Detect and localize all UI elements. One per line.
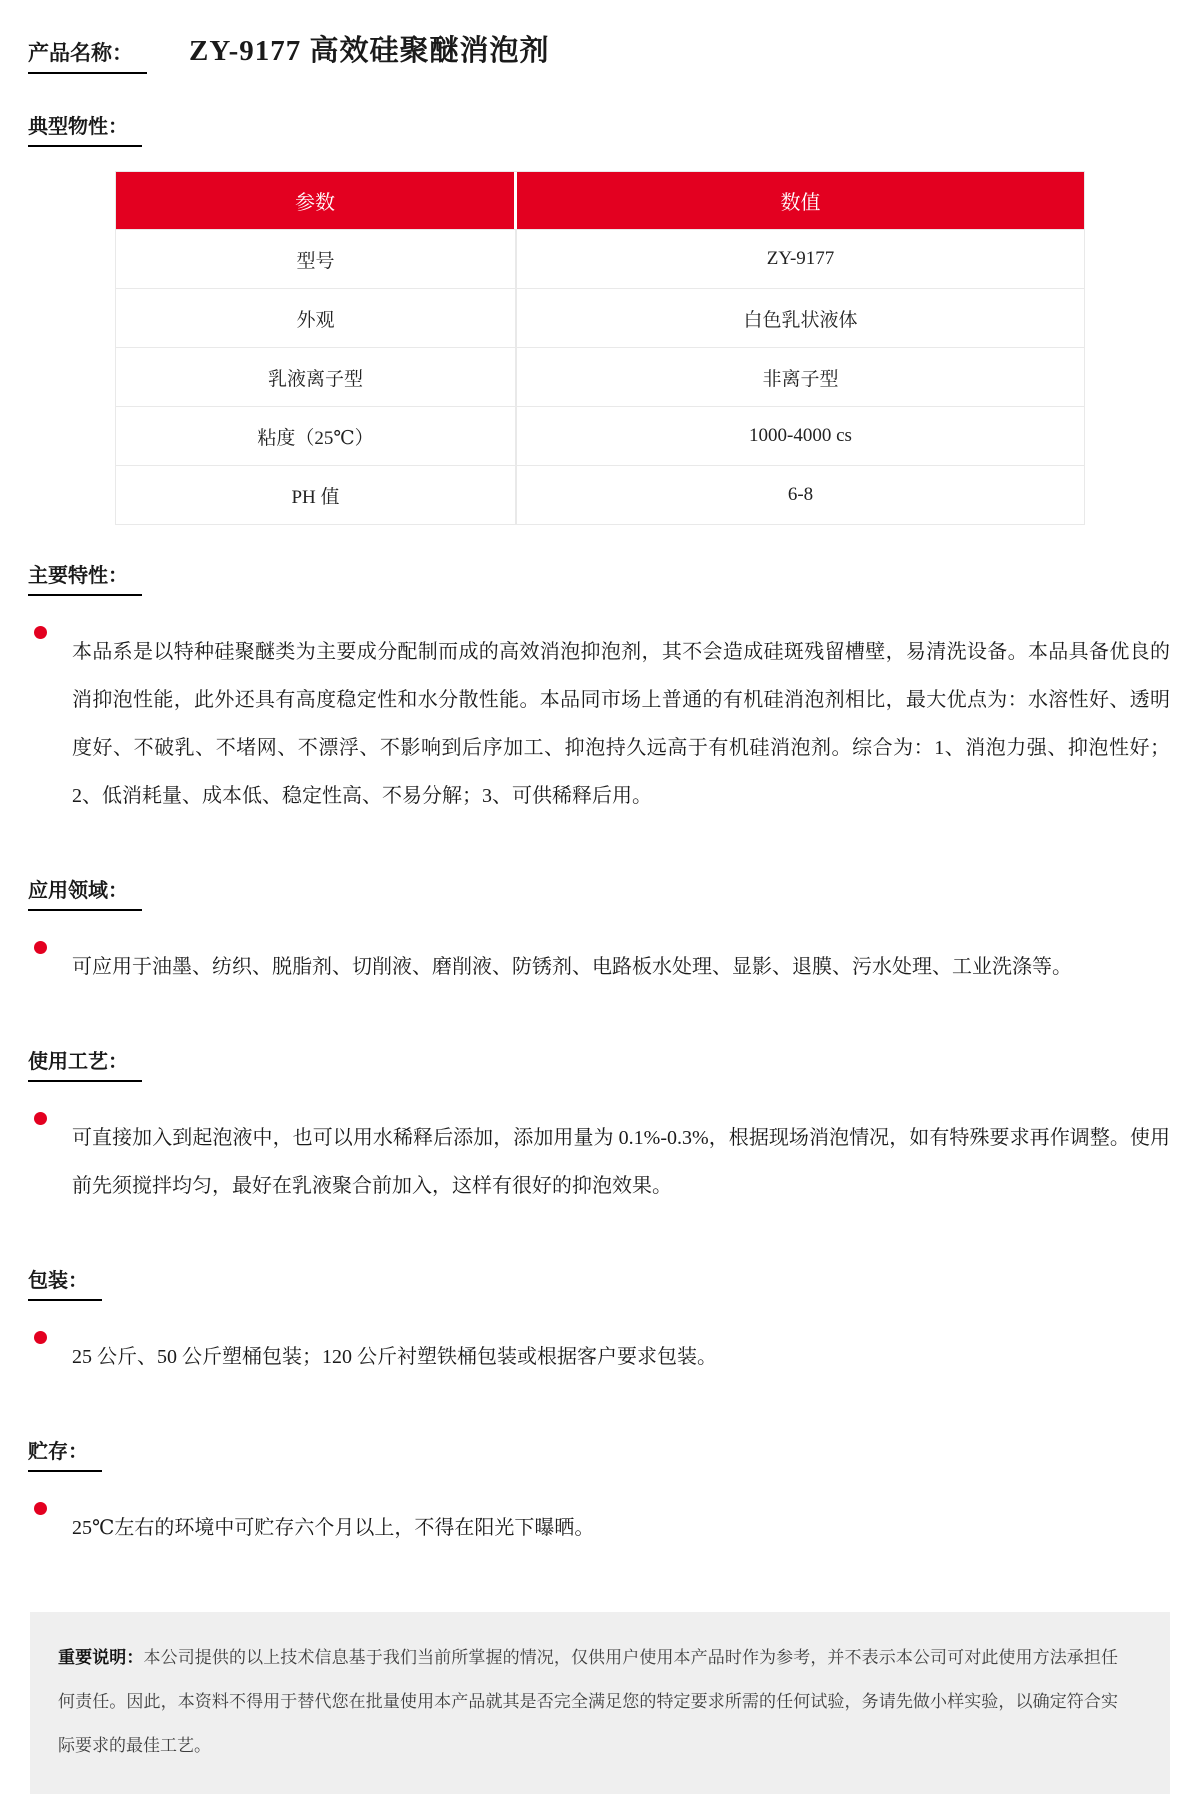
usage-heading-label: 使用工艺：	[28, 1045, 142, 1082]
table-row	[116, 347, 1084, 406]
features-bullet-text: 本品系是以特种硅聚醚类为主要成分配制而成的高效消泡抑泡剂，其不会造成硅斑残留槽壁，易清洗设备。本品具备优良的消抑泡性能，此外还具有高度稳定性和水分散性能。本品同市场上普通的有机硅消泡剂相比，最大优点为：水溶性好、透明度好、不破乳、不堵网、不漂浮、不影响到后序加工、抑泡持久远高于有机硅消泡剂。综合为：1、消泡力强、抑泡性好；2、低消耗量、成本低、稳定性高、不易分解；3、可供稀释后用。	[72, 641, 1170, 807]
table-row	[116, 229, 1084, 288]
disclaimer-paragraph	[58, 1636, 1118, 1768]
storage-heading-label: 贮存：	[28, 1435, 102, 1472]
list-item	[34, 923, 1172, 1011]
product-name-label: 产品名称：	[28, 37, 147, 74]
table-cell-value: 白色乳状液体	[517, 288, 1084, 347]
applications-heading-label: 应用领域：	[28, 874, 142, 911]
bullet-dot-icon	[34, 626, 47, 639]
bullet-dot-icon	[34, 1331, 47, 1344]
product-title-row	[28, 28, 1172, 74]
table-header-row	[116, 172, 1084, 229]
table-cell-value: 非离子型	[517, 347, 1084, 406]
table-cell-value: 1000-4000 cs	[517, 406, 1084, 465]
table-row	[116, 288, 1084, 347]
list-item	[34, 1484, 1172, 1572]
section-heading-properties	[28, 110, 1172, 147]
disclaimer-box	[30, 1612, 1170, 1794]
table-cell-param: 乳液离子型	[116, 347, 517, 406]
list-item	[34, 1313, 1172, 1401]
section-heading-applications	[28, 874, 1172, 911]
table-header-param: 参数	[116, 172, 517, 229]
product-title: ZY-9177 高效硅聚醚消泡剂	[189, 35, 550, 67]
table-cell-param: 外观	[116, 288, 517, 347]
table-row	[116, 406, 1084, 465]
features-heading-label: 主要特性：	[28, 559, 142, 596]
properties-heading-label: 典型物性：	[28, 110, 142, 147]
applications-bullet-text: 可应用于油墨、纺织、脱脂剂、切削液、磨削液、防锈剂、电路板水处理、显影、退膜、污水处理、工业洗涤等。	[72, 956, 1072, 978]
packaging-heading-label: 包装：	[28, 1264, 102, 1301]
disclaimer-text: 本公司提供的以上技术信息基于我们当前所掌握的情况，仅供用户使用本产品时作为参考，并不表示本公司可对此使用方法承担任何责任。因此，本资料不得用于替代您在批量使用本产品就其是否完全满足您的特定要求所需的任何试验，务请先做小样实验，以确定符合实际要求的最佳工艺。	[58, 1648, 1119, 1755]
table-cell-value: 6-8	[517, 465, 1084, 524]
packaging-bullet-text: 25 公斤、50 公斤塑桶包装；120 公斤衬塑铁桶包装或根据客户要求包装。	[72, 1346, 717, 1368]
storage-bullet-text: 25℃左右的环境中可贮存六个月以上，不得在阳光下曝晒。	[72, 1517, 595, 1539]
table-cell-value: ZY-9177	[517, 229, 1084, 288]
section-heading-storage	[28, 1435, 1172, 1472]
table-cell-param: PH 值	[116, 465, 517, 524]
properties-table	[115, 171, 1085, 525]
section-heading-packaging	[28, 1264, 1172, 1301]
section-heading-features	[28, 559, 1172, 596]
table-cell-param: 粘度（25℃）	[116, 406, 517, 465]
section-heading-usage	[28, 1045, 1172, 1082]
usage-bullet-text: 可直接加入到起泡液中，也可以用水稀释后添加，添加用量为 0.1%-0.3%，根据现场消泡情况，如有特殊要求再作调整。使用前先须搅拌均匀，最好在乳液聚合前加入，这样有很好的抑泡效果。	[72, 1127, 1170, 1197]
bullet-dot-icon	[34, 941, 47, 954]
table-cell-param: 型号	[116, 229, 517, 288]
list-item	[34, 608, 1172, 840]
disclaimer-label: 重要说明：	[58, 1648, 144, 1667]
bullet-dot-icon	[34, 1502, 47, 1515]
table-row	[116, 465, 1084, 524]
table-header-value: 数值	[517, 172, 1084, 229]
list-item	[34, 1094, 1172, 1230]
bullet-dot-icon	[34, 1112, 47, 1125]
